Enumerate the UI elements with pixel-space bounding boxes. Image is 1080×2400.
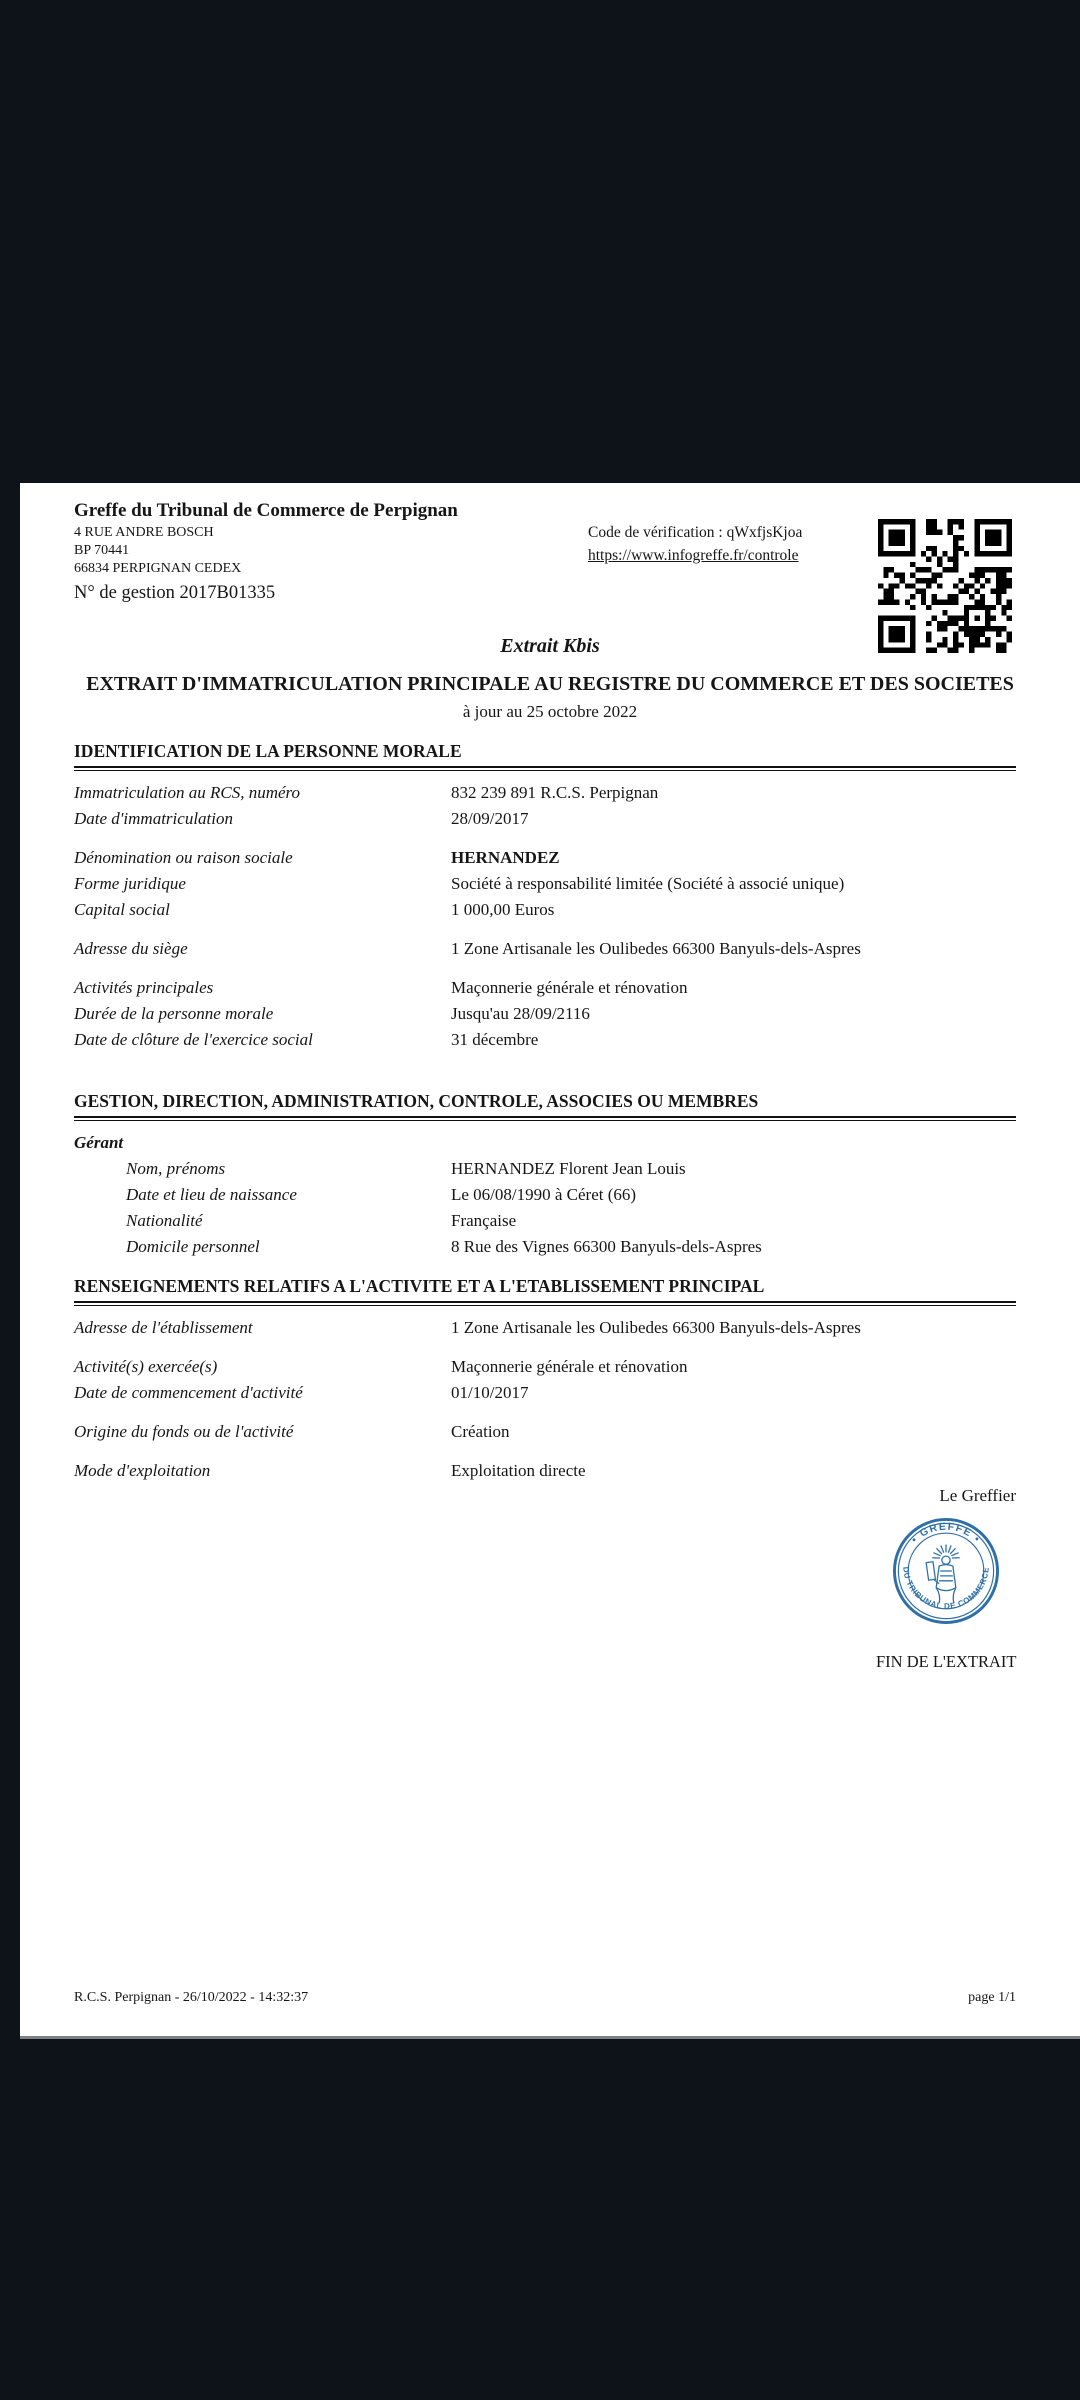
footer-rcs-timestamp: R.C.S. Perpignan - 26/10/2022 - 14:32:37: [74, 1990, 309, 2005]
field-row: [74, 1315, 1016, 1341]
signer-title: Le Greffier: [939, 1486, 1016, 1505]
court-address: [74, 524, 458, 578]
field-label: Adresse de l'établissement: [74, 1318, 253, 1337]
field-row: [74, 1380, 1016, 1406]
field-value: Société à responsabilité limitée (Société à associé unique): [451, 874, 845, 893]
field-label: Domicile personnel: [126, 1237, 260, 1256]
field-value: Maçonnerie générale et rénovation: [451, 1357, 688, 1376]
field-value: 01/10/2017: [451, 1383, 529, 1402]
field-label: Origine du fonds ou de l'activité: [74, 1422, 294, 1441]
end-of-extract-label: FIN DE L'EXTRAIT: [876, 1652, 1017, 1671]
kbis-document-page: [20, 483, 1080, 2039]
marianne-figure: [926, 1544, 960, 1603]
field-value: 28/09/2017: [451, 809, 529, 828]
footer-page-number: page 1/1: [968, 1990, 1016, 2005]
qr-code-icon: [878, 519, 1012, 653]
svg-text:DU TRIBUNAL DE COMMERCE: DU TRIBUNAL DE COMMERCE: [901, 1566, 991, 1611]
page-footer: [74, 1990, 1016, 2006]
section-divider: [74, 1118, 1016, 1121]
field-label: Forme juridique: [74, 874, 186, 893]
field-value: 1 000,00 Euros: [451, 900, 555, 919]
field-label: Nom, prénoms: [126, 1159, 226, 1178]
field-value: HERNANDEZ: [451, 848, 560, 867]
field-value: 8 Rue des Vignes 66300 Banyuls-dels-Aspres: [451, 1237, 762, 1256]
field-label: Date de clôture de l'exercice social: [74, 1030, 313, 1049]
court-address-line: 66834 PERPIGNAN CEDEX: [74, 561, 242, 576]
section-title: IDENTIFICATION DE LA PERSONNE MORALE: [74, 739, 1016, 768]
field-label: Nationalité: [126, 1211, 203, 1230]
field-label: Dénomination ou raison sociale: [74, 848, 293, 867]
field-row: [74, 1458, 1016, 1484]
field-value: 1 Zone Artisanale les Oulibedes 66300 Banyuls-dels-Aspres: [451, 1318, 861, 1337]
field-label: Activités principales: [74, 978, 214, 997]
document-section: [74, 1274, 1016, 1484]
field-label: Mode d'exploitation: [74, 1461, 211, 1480]
field-label: Date de commencement d'activité: [74, 1383, 303, 1402]
main-title: EXTRAIT D'IMMATRICULATION PRINCIPALE AU REGISTRE DU COMMERCE ET DES SOCIETES: [86, 673, 1014, 695]
court-seal-icon: [876, 1517, 1016, 1625]
document-sections: [74, 739, 1016, 1484]
document-type-title: Extrait Kbis: [500, 635, 600, 657]
field-row: [74, 1354, 1016, 1380]
document-section: [74, 739, 1016, 1053]
field-row: [74, 871, 1016, 897]
field-row: [74, 1208, 1016, 1234]
field-row: [74, 1156, 1016, 1182]
field-label: Date et lieu de naissance: [126, 1185, 297, 1204]
section-divider: [74, 1303, 1016, 1306]
field-row: [74, 897, 1016, 923]
field-value: Jusqu'au 28/09/2116: [451, 1004, 590, 1023]
field-value: 1 Zone Artisanale les Oulibedes 66300 Banyuls-dels-Aspres: [451, 939, 861, 958]
field-row: [74, 975, 1016, 1001]
section-subheader: Gérant: [74, 1133, 124, 1152]
section-title: GESTION, DIRECTION, ADMINISTRATION, CONTROLE, ASSOCIES OU MEMBRES: [74, 1089, 1016, 1118]
field-row: [74, 1419, 1016, 1445]
field-value: Le 06/08/1990 à Céret (66): [451, 1185, 637, 1204]
signature-block: [876, 1483, 1016, 1675]
section-divider: [74, 768, 1016, 771]
field-value: Exploitation directe: [451, 1461, 586, 1480]
field-row: [74, 1027, 1016, 1053]
court-address-line: 4 RUE ANDRE BOSCH: [74, 525, 214, 540]
field-label: Activité(s) exercée(s): [74, 1357, 218, 1376]
field-label: Capital social: [74, 900, 170, 919]
field-row: [74, 1182, 1016, 1208]
svg-text:• GREFFE •: • GREFFE •: [909, 1521, 983, 1546]
field-label: Adresse du siège: [74, 939, 188, 958]
field-row: [74, 1234, 1016, 1260]
field-value: 832 239 891 R.C.S. Perpignan: [451, 783, 659, 802]
as-of-date: à jour au 25 octobre 2022: [462, 702, 638, 721]
field-row: [74, 780, 1016, 806]
field-value: HERNANDEZ Florent Jean Louis: [451, 1159, 686, 1178]
management-number: N° de gestion 2017B01335: [74, 583, 276, 603]
verification-code: Code de vérification : qWxfjsKjoa: [588, 524, 803, 541]
field-row: [74, 845, 1016, 871]
verification-block: [588, 521, 802, 567]
field-row: [74, 806, 1016, 832]
field-value: Française: [451, 1211, 517, 1230]
verification-link[interactable]: https://www.infogreffe.fr/controle: [588, 547, 799, 564]
field-value: Création: [451, 1422, 510, 1441]
field-value: 31 décembre: [451, 1030, 539, 1049]
field-row: [74, 1001, 1016, 1027]
field-label: Date d'immatriculation: [74, 809, 233, 828]
field-value: Maçonnerie générale et rénovation: [451, 978, 688, 997]
document-section: [74, 1089, 1016, 1260]
field-label: Immatriculation au RCS, numéro: [74, 783, 301, 802]
field-label: Durée de la personne morale: [74, 1004, 274, 1023]
court-header-block: [74, 499, 458, 578]
section-title: RENSEIGNEMENTS RELATIFS A L'ACTIVITE ET A L'ETABLISSEMENT PRINCIPAL: [74, 1274, 1016, 1303]
field-row: [74, 936, 1016, 962]
court-name: Greffe du Tribunal de Commerce de Perpignan: [74, 500, 458, 521]
court-address-line: BP 70441: [74, 543, 130, 558]
